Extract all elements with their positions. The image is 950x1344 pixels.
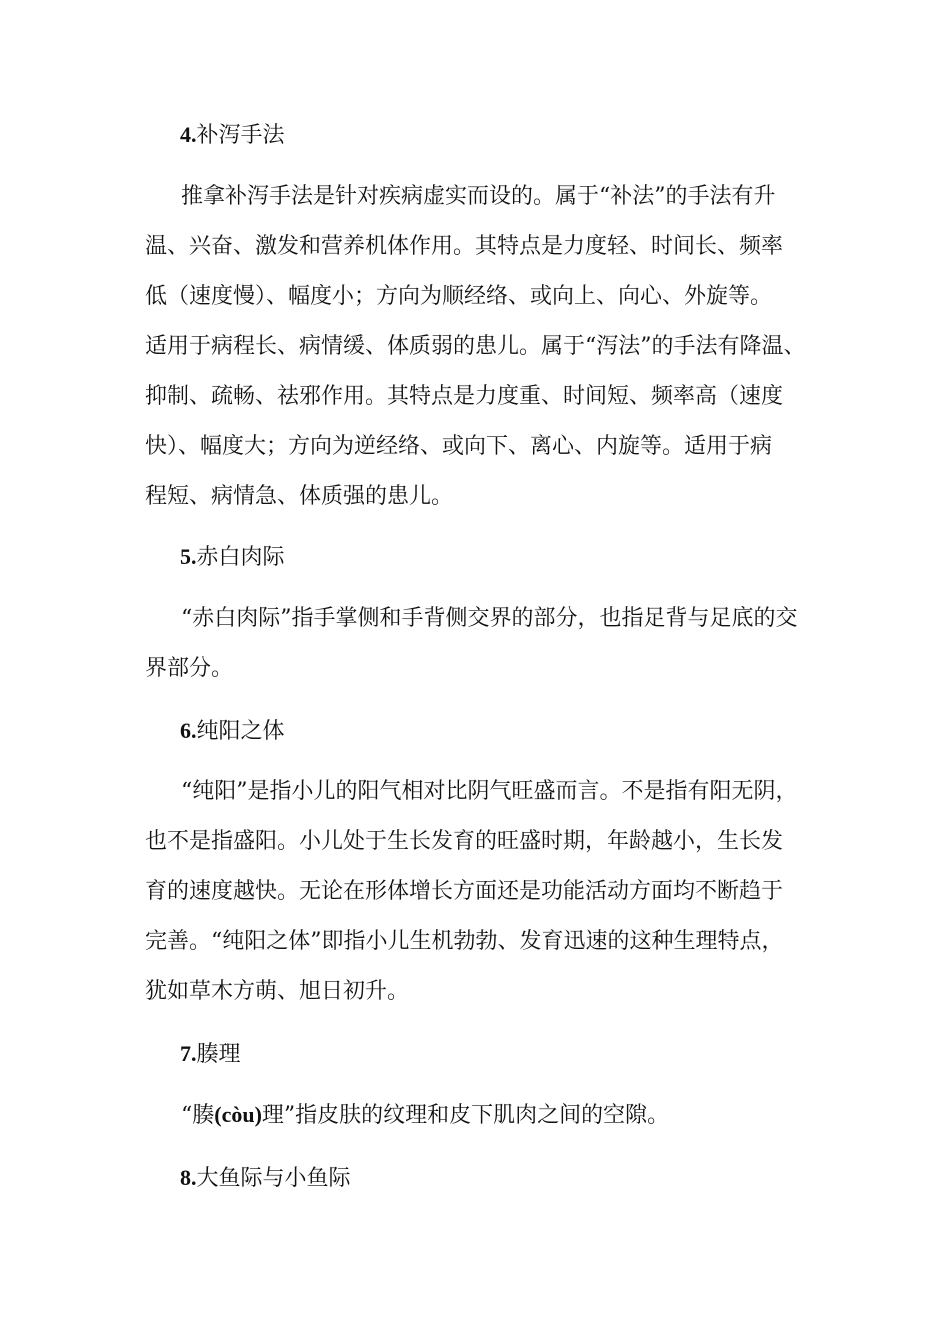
section-title: 补泻手法: [196, 123, 285, 148]
section-number: 4.: [180, 122, 197, 147]
section-heading-7: [180, 1029, 780, 1080]
paragraph-line: 低（速度慢）、幅度小；方向为顺经络、或向上、向心、外旋等。: [145, 284, 773, 309]
paragraph-line: 程短、病情急、体质强的患儿。: [145, 484, 454, 509]
text-before: “腠: [181, 1103, 215, 1128]
section-title: 纯阳之体: [196, 719, 285, 744]
section-number: 6.: [180, 718, 197, 743]
pinyin-annotation: (còu): [214, 1102, 262, 1127]
paragraph-line: 温、兴奋、激发和营养机体作用。其特点是力度轻、时间长、频率: [145, 234, 784, 259]
section-title: 赤白肉际: [196, 545, 285, 570]
paragraph-line: 推拿补泻手法是针对疾病虚实而设的。属于“补法”的手法有升: [181, 184, 776, 209]
section-title: 大鱼际与小鱼际: [196, 1166, 351, 1191]
paragraph-line: 完善。“纯阳之体”即指小儿生机勃勃、发育迅速的这种生理特点，: [145, 929, 784, 954]
paragraph-line: 育的速度越快。无论在形体增长方面还是功能活动方面均不断趋于: [145, 879, 784, 904]
paragraph-line: “赤白肉际”指手掌侧和手背侧交界的部分，也指足背与足底的交: [181, 606, 798, 631]
section-heading-5: [180, 532, 780, 583]
section-heading-6: [180, 706, 780, 757]
paragraph-line: 快）、幅度大；方向为逆经络、或向下、离心、内旋等。适用于病: [145, 434, 773, 459]
paragraph-line: 适用于病程长、病情缓、体质弱的患儿。属于“泻法”的手法有降温、: [145, 334, 806, 359]
section-number: 7.: [180, 1041, 197, 1066]
section-paragraph-4: [145, 172, 805, 522]
section-title: 腠理: [196, 1042, 241, 1067]
section-heading-4: [180, 110, 780, 161]
section-paragraph-5: [145, 594, 805, 694]
paragraph-line: 界部分。: [145, 656, 234, 681]
paragraph-line: [145, 1090, 805, 1140]
paragraph-line: “纯阳”是指小儿的阳气相对比阴气旺盛而言。不是指有阳无阴，: [181, 779, 798, 804]
section-paragraph-6: [145, 767, 805, 1017]
section-number: 8.: [180, 1165, 197, 1190]
section-heading-8: [180, 1153, 780, 1204]
paragraph-line: 抑制、疏畅、祛邪作用。其特点是力度重、时间短、频率高（速度: [145, 384, 784, 409]
section-number: 5.: [180, 544, 197, 569]
text-after: 理”指皮肤的纹理和皮下肌肉之间的空隙。: [261, 1103, 670, 1128]
paragraph-line: 也不是指盛阳。小儿处于生长发育的旺盛时期，年龄越小，生长发: [145, 829, 784, 854]
section-paragraph-7: [145, 1090, 805, 1140]
paragraph-line: 犹如草木方萌、旭日初升。: [145, 979, 410, 1004]
